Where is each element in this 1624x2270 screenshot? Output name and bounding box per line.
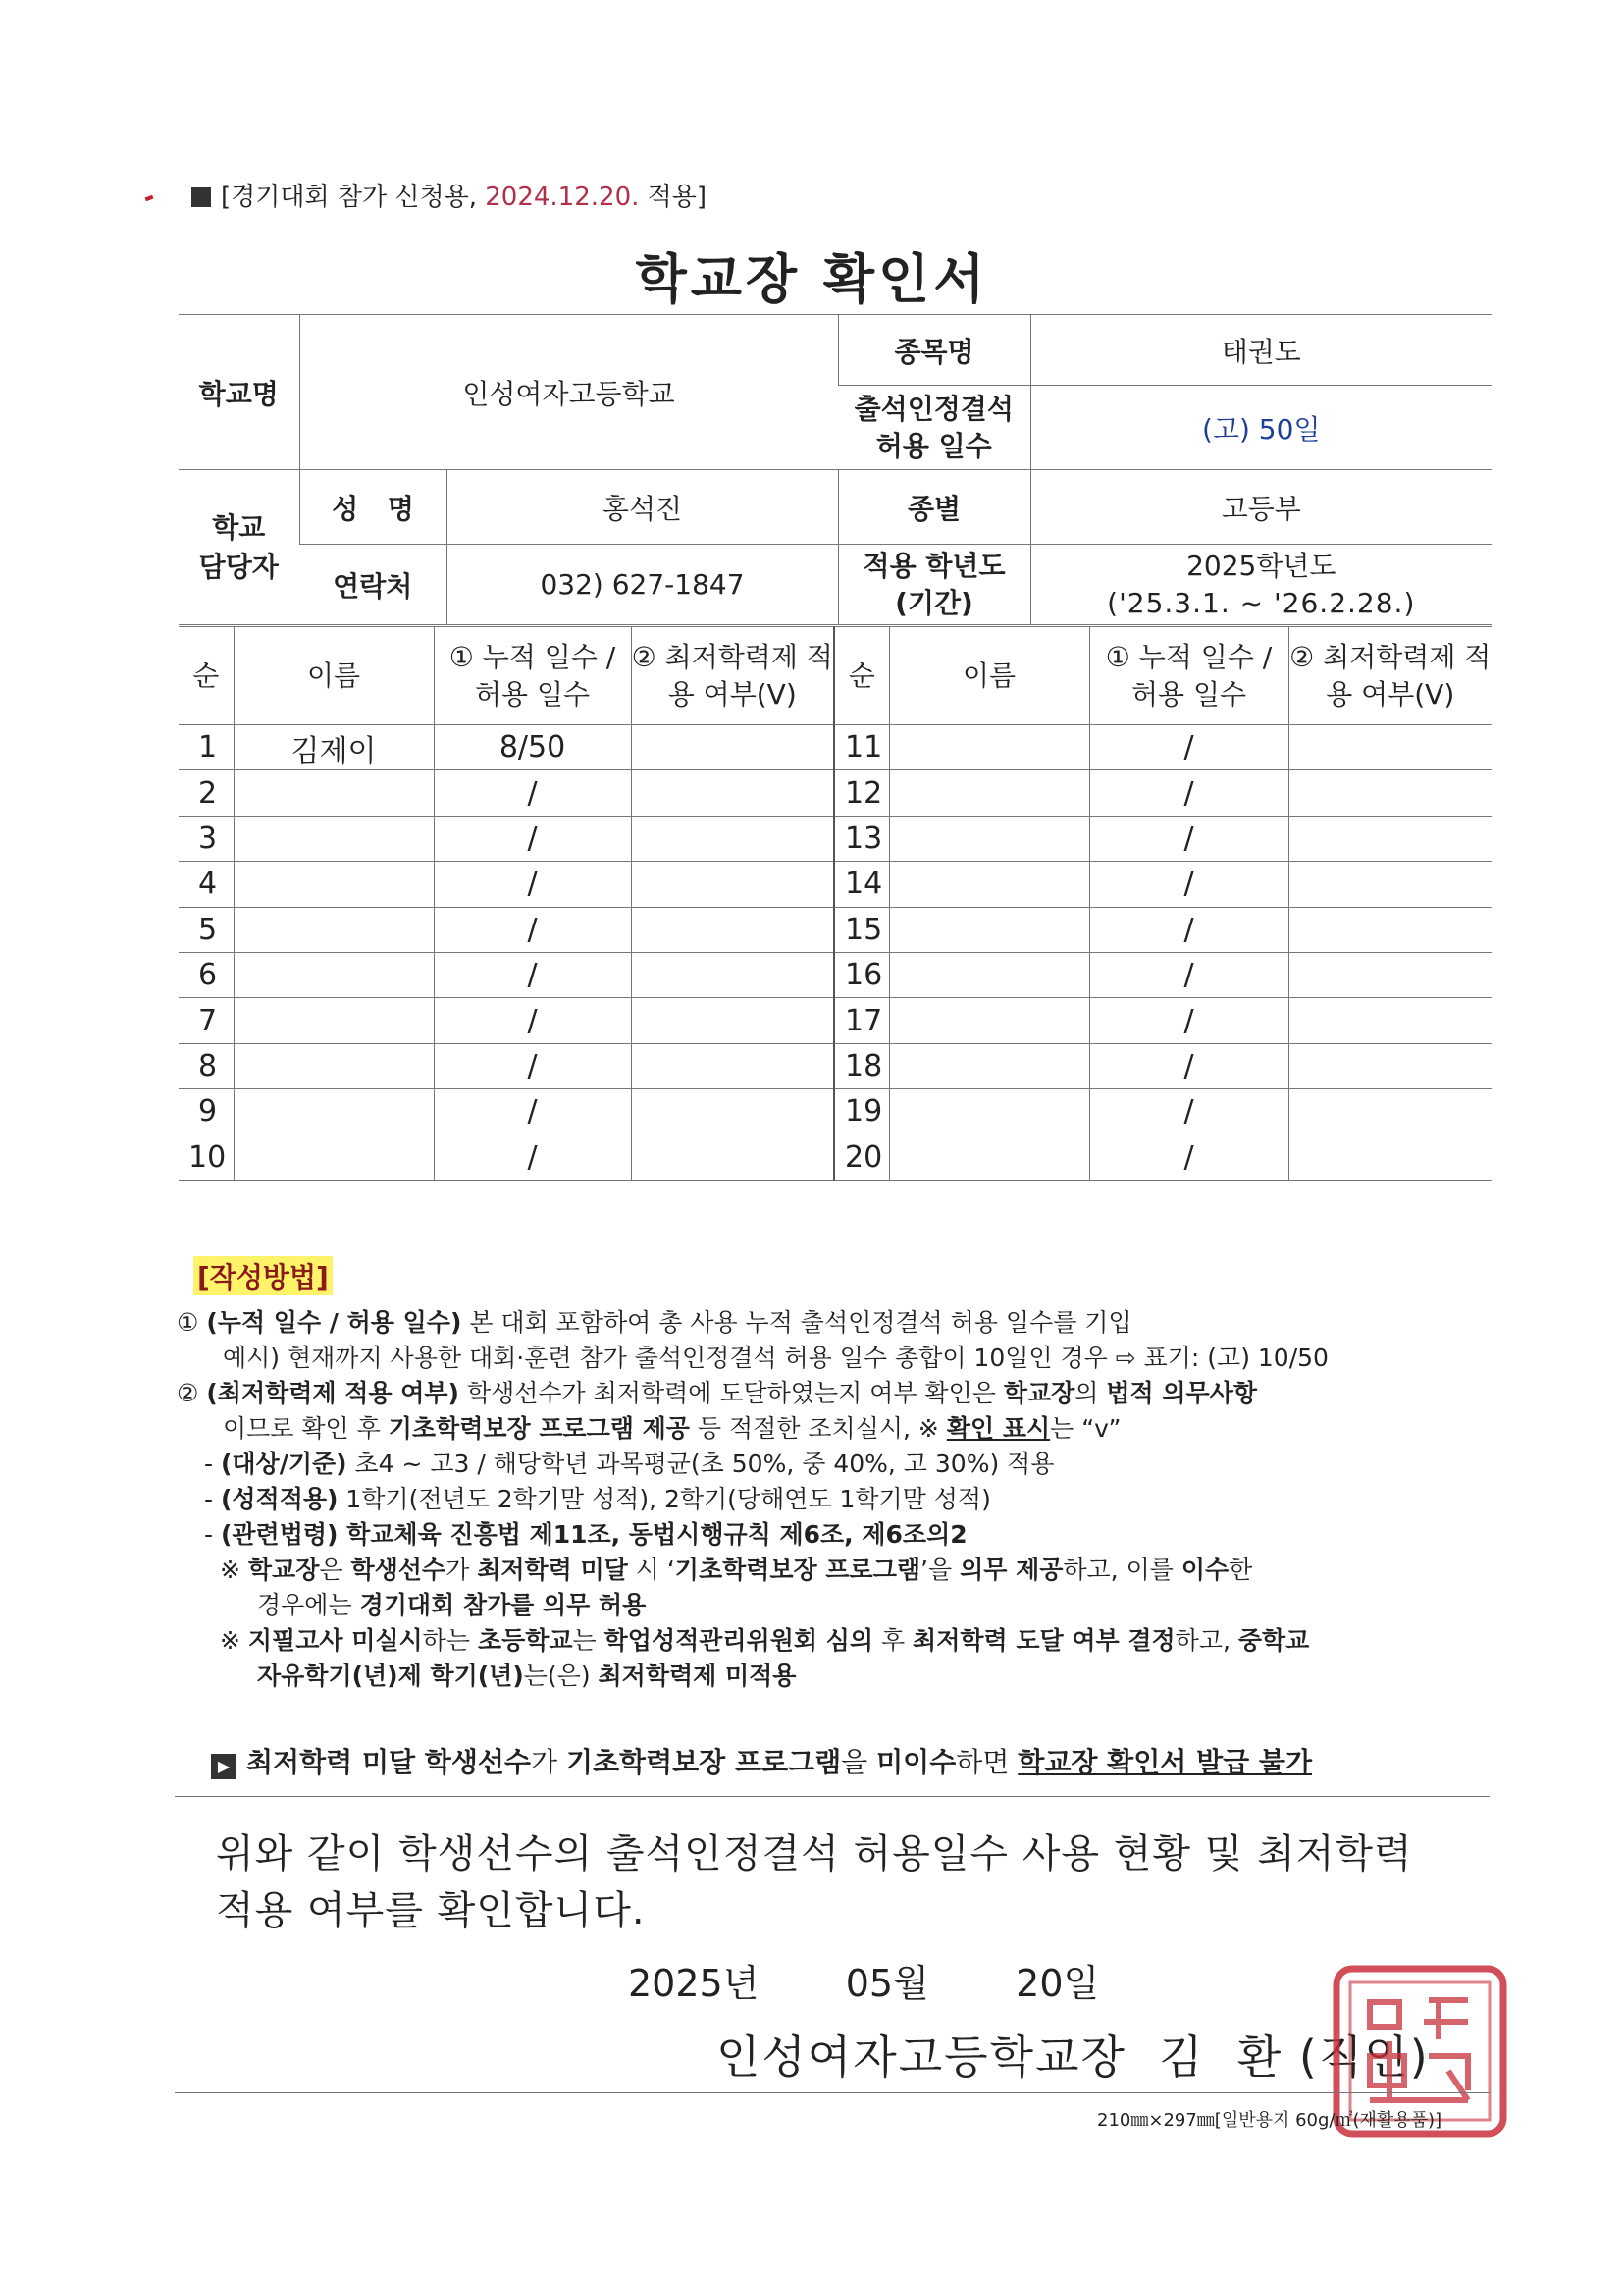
allowed-days-label: 출석인정결석 허용 일수 <box>838 386 1030 470</box>
days-used-cell: / <box>434 998 631 1043</box>
category-label: 종별 <box>838 470 1030 545</box>
paper-spec: 210㎜×297㎜[일반용지 60g/㎡(재활용품)] <box>1097 2110 1442 2131</box>
divider <box>175 1796 1490 1797</box>
row-number: 14 <box>834 862 889 907</box>
student-name-cell <box>234 862 434 907</box>
header-minimum: ② 최저학력제 적용 여부(V) <box>1288 627 1492 725</box>
table-row <box>179 862 1492 907</box>
student-name-cell <box>889 862 1089 907</box>
sport-value: 태권도 <box>1030 315 1492 386</box>
student-name-cell <box>234 816 434 861</box>
header-date: 2024.12.20. <box>485 183 640 212</box>
row-number: 3 <box>179 816 234 861</box>
minimum-check-cell <box>1288 998 1492 1043</box>
row-number: 4 <box>179 862 234 907</box>
issue-date: 2025년 05월 20일 <box>628 1962 1100 2005</box>
student-name-cell <box>889 1043 1089 1088</box>
row-number: 18 <box>834 1043 889 1088</box>
days-used-cell: / <box>1089 952 1288 997</box>
table-row <box>179 725 1492 770</box>
contact-label: 연락처 <box>299 545 446 625</box>
student-name-cell <box>889 1089 1089 1135</box>
minimum-check-cell <box>631 998 834 1043</box>
days-used-cell: / <box>434 1135 631 1180</box>
header-no: 순 <box>179 627 234 725</box>
table-row <box>179 1043 1492 1088</box>
row-number: 15 <box>834 907 889 952</box>
table-row <box>179 998 1492 1043</box>
row-number: 9 <box>179 1089 234 1135</box>
days-used-cell: / <box>434 952 631 997</box>
minimum-check-cell <box>1288 725 1492 770</box>
header-minimum: ② 최저학력제 적용 여부(V) <box>631 627 834 725</box>
arrow-box-icon: ▶ <box>211 1754 236 1779</box>
info-table <box>179 314 1492 625</box>
header-name: 이름 <box>889 627 1089 725</box>
days-used-cell: 8/50 <box>434 725 631 770</box>
document-title: 학교장 확인서 <box>635 248 989 310</box>
minimum-check-cell <box>1288 952 1492 997</box>
row-number: 7 <box>179 998 234 1043</box>
note-grade: - (성적적용) 1학기(전년도 2학기말 성적), 2학기(당해연도 1학기말 성적) <box>204 1485 991 1513</box>
student-name-cell <box>889 725 1089 770</box>
days-used-cell: / <box>434 816 631 861</box>
days-used-cell: / <box>434 907 631 952</box>
method-title: [작성방법] <box>193 1256 333 1295</box>
minimum-check-cell <box>631 816 834 861</box>
row-number: 17 <box>834 998 889 1043</box>
student-name-cell <box>234 998 434 1043</box>
allowed-days-value: (고) 50일 <box>1030 386 1492 470</box>
student-name-cell <box>889 770 1089 816</box>
minimum-check-cell <box>631 1089 834 1135</box>
row-number: 1 <box>179 725 234 770</box>
table-row <box>179 1135 1492 1180</box>
school-name-value: 인성여자고등학교 <box>299 315 838 470</box>
table-row <box>179 816 1492 861</box>
days-used-cell: / <box>1089 907 1288 952</box>
student-name-cell <box>234 770 434 816</box>
days-used-cell: / <box>1089 770 1288 816</box>
days-used-cell: / <box>434 770 631 816</box>
confirm-line-1: 위와 같이 학생선수의 출석인정결석 허용일수 사용 현황 및 최저학력 <box>216 1831 1413 1876</box>
category-value: 고등부 <box>1030 470 1492 545</box>
days-used-cell: / <box>1089 816 1288 861</box>
row-number: 16 <box>834 952 889 997</box>
school-name-label: 학교명 <box>179 315 299 470</box>
days-used-cell: / <box>1089 862 1288 907</box>
days-used-cell: / <box>1089 998 1288 1043</box>
row-number: 11 <box>834 725 889 770</box>
student-name-cell <box>234 1043 434 1088</box>
minimum-check-cell <box>1288 770 1492 816</box>
table-row <box>179 907 1492 952</box>
row-number: 20 <box>834 1135 889 1180</box>
roster-body <box>179 725 1492 1181</box>
days-used-cell: / <box>434 1043 631 1088</box>
row-number: 12 <box>834 770 889 816</box>
student-name-cell <box>234 1135 434 1180</box>
person-name-label: 성 명 <box>299 470 446 545</box>
student-name-cell <box>889 998 1089 1043</box>
minimum-check-cell <box>631 770 834 816</box>
note-law: - (관련법령) 학교체육 진흥법 제11조, 동법시행규칙 제6조, 제6조의2 <box>204 1520 968 1549</box>
table-row <box>179 770 1492 816</box>
header-name: 이름 <box>234 627 434 725</box>
minimum-check-cell <box>631 725 834 770</box>
method-notes <box>177 1305 1492 1694</box>
final-note: ▶ 최저학력 미달 학생선수가 기초학력보장 프로그램을 미이수하면 학교장 확인서 발급 불가 <box>211 1741 1312 1780</box>
row-number: 6 <box>179 952 234 997</box>
minimum-check-cell <box>1288 1089 1492 1135</box>
note-1: ① (누적 일수 / 허용 일수) 본 대회 포함하여 총 사용 누적 출석인정결석 허용 일수를 기입 <box>177 1308 1132 1337</box>
minimum-check-cell <box>1288 907 1492 952</box>
person-name-value: 홍석진 <box>446 470 838 545</box>
header-no: 순 <box>834 627 889 725</box>
minimum-check-cell <box>631 862 834 907</box>
year-value: 2025학년도 <box>1186 549 1336 582</box>
manager-label: 학교 담당자 <box>179 470 299 625</box>
student-name-cell <box>889 1135 1089 1180</box>
red-mark <box>145 195 154 201</box>
note-rule-2: ※ 지필고사 미실시하는 초등학교는 학업성적관리위원회 심의 후 최저학력 도달 여부 결정하고, 중학교 <box>220 1626 1310 1655</box>
minimum-check-cell <box>1288 862 1492 907</box>
minimum-check-cell <box>631 907 834 952</box>
row-number: 5 <box>179 907 234 952</box>
student-name-cell <box>889 952 1089 997</box>
form-header: [경기대회 참가 신청용, 2024.12.20. 적용] <box>191 177 707 213</box>
days-used-cell: / <box>1089 1135 1288 1180</box>
row-number: 10 <box>179 1135 234 1180</box>
note-1-example: 예시) 현재까지 사용한 대회·훈련 참가 출석인정결석 허용 일수 총합이 10일인 경우 ⇨ 표기: (고) 10/50 <box>223 1344 1329 1372</box>
contact-value: 032) 627-1847 <box>446 545 838 625</box>
minimum-check-cell <box>1288 816 1492 861</box>
table-row <box>179 952 1492 997</box>
minimum-check-cell <box>631 952 834 997</box>
square-bullet-icon <box>191 187 211 207</box>
days-used-cell: / <box>1089 1089 1288 1135</box>
row-number: 8 <box>179 1043 234 1088</box>
year-label: 적용 학년도 (기간) <box>838 545 1030 625</box>
note-rule-1: ※ 학교장은 학생선수가 최저학력 미달 시 ‘기초학력보장 프로그램’을 의무 제공하고, 이를 이수한 <box>220 1556 1253 1584</box>
note-2: ② (최저학력제 적용 여부) 학생선수가 최저학력에 도달하였는지 여부 확인은 학교장의 법적 의무사항 <box>177 1379 1258 1407</box>
table-row <box>179 1089 1492 1135</box>
header-days: ① 누적 일수 / 허용 일수 <box>1089 627 1288 725</box>
note-rule-1-cont: 경우에는 경기대회 참가를 의무 허용 <box>257 1591 647 1619</box>
days-used-cell: / <box>434 862 631 907</box>
period-value: ('25.3.1. ~ '26.2.28.) <box>1107 586 1416 619</box>
row-number: 19 <box>834 1089 889 1135</box>
days-used-cell: / <box>1089 725 1288 770</box>
student-name-cell <box>234 952 434 997</box>
row-number: 13 <box>834 816 889 861</box>
roster-table <box>179 626 1492 1181</box>
sport-label: 종목명 <box>838 315 1030 386</box>
confirmation-text <box>216 1825 1413 1939</box>
days-used-cell: / <box>434 1089 631 1135</box>
student-name-cell <box>234 907 434 952</box>
student-name-cell <box>889 907 1089 952</box>
confirm-line-2: 적용 여부를 확인합니다. <box>216 1888 646 1933</box>
note-2-cont: 이므로 확인 후 기초학력보장 프로그램 제공 등 적절한 조치실시, ※ 확인 표시는 “v” <box>223 1414 1122 1443</box>
minimum-check-cell <box>1288 1043 1492 1088</box>
row-number: 2 <box>179 770 234 816</box>
note-target: - (대상/기준) 초4 ~ 고3 / 해당학년 과목평균(초 50%, 중 40%, 고 30%) 적용 <box>204 1450 1055 1478</box>
student-name-cell: 김제이 <box>234 725 434 770</box>
header-days: ① 누적 일수 / 허용 일수 <box>434 627 631 725</box>
footer-divider <box>175 2092 1490 2093</box>
days-used-cell: / <box>1089 1043 1288 1088</box>
note-rule-2-cont: 자유학기(년)제 학기(년)는(은) 최저학력제 미적용 <box>257 1662 797 1690</box>
student-name-cell <box>234 1089 434 1135</box>
minimum-check-cell <box>1288 1135 1492 1180</box>
minimum-check-cell <box>631 1135 834 1180</box>
principal-signature: 인성여자고등학교장 김 환 (직인) <box>716 2031 1430 2084</box>
minimum-check-cell <box>631 1043 834 1088</box>
student-name-cell <box>889 816 1089 861</box>
year-cell <box>1030 545 1492 625</box>
